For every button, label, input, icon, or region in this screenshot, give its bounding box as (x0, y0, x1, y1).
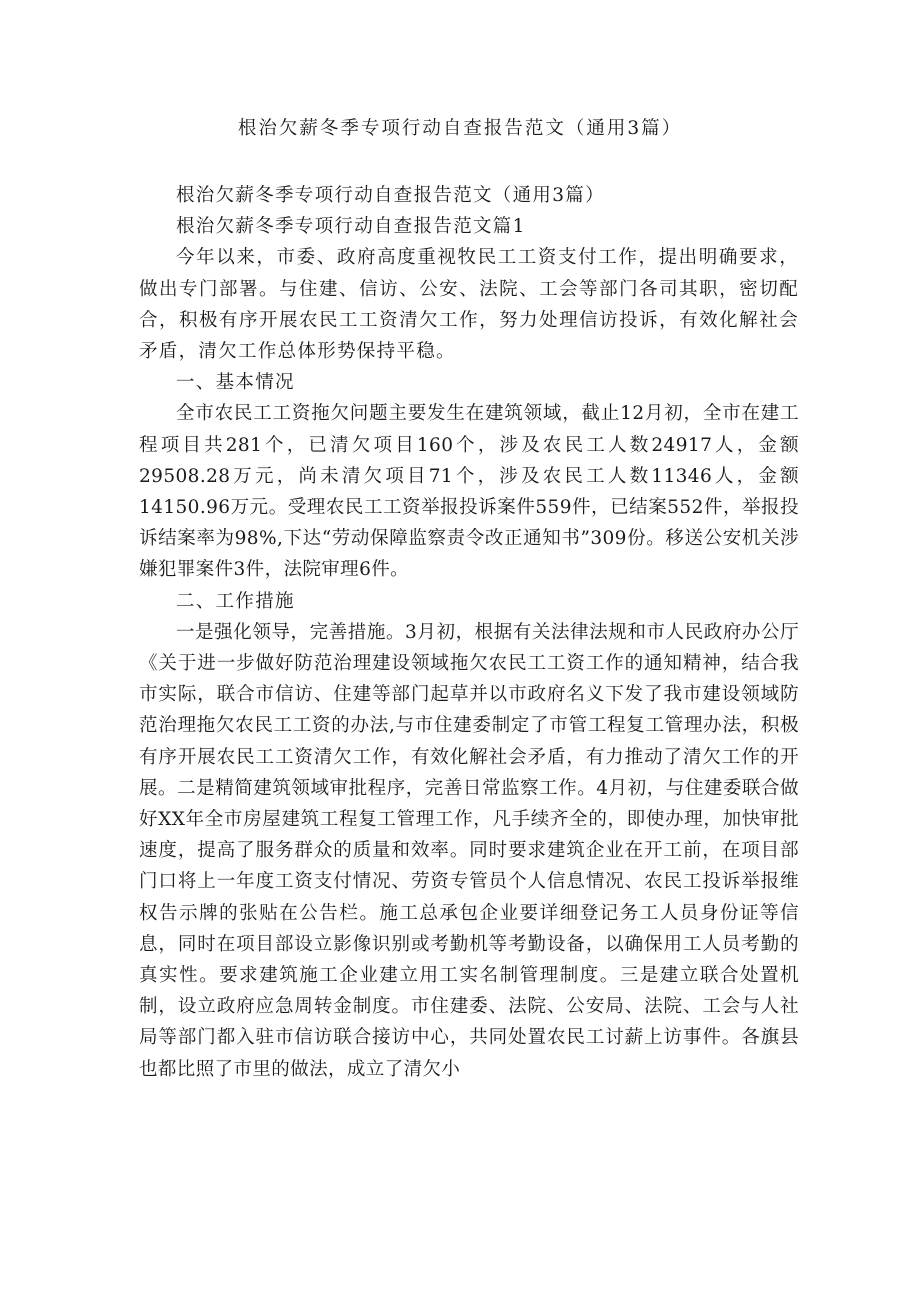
subtitle-paragraph: 根治欠薪冬季专项行动自查报告范文（通用3篇） (176, 185, 605, 206)
section-heading-part-1: 根治欠薪冬季专项行动自查报告范文篇1 (176, 216, 526, 238)
basic-situation-paragraph: 全市农民工工资拖欠问题主要发生在建筑领域，截止12月初，全市在建工程项目共281个，已清欠项目160个，涉及农民工人数24917人，金额29508.28万元，尚未清欠项目71个，涉及农民工人数11346人，金额14150.96万元。受理农民工工资举报投诉案件559件，已结案552件，举报投诉结案率为98%,下达“劳动保障监察责令改正通知书”309份。移送公安机关涉嫌犯罪案件3件，法院审理6件。 (139, 403, 799, 581)
heading-work-measures: 二、工作措施 (176, 590, 295, 612)
intro-paragraph: 今年以来，市委、政府高度重视牧民工工资支付工作，提出明确要求，做出专门部署。与住建、信访、公安、法院、工会等部门各司其职，密切配合，积极有序开展农民工工资清欠工作，努力处理信访投诉，有效化解社会矛盾，清欠工作总体形势保持平稳。 (139, 247, 799, 363)
heading-basic-situation: 一、基本情况 (176, 372, 295, 394)
document-body (139, 180, 799, 1085)
document-title: 根治欠薪冬季专项行动自查报告范文（通用3篇） (237, 118, 683, 139)
work-measures-paragraph: 一是强化领导，完善措施。3月初，根据有关法律法规和市人民政府办公厅《关于进一步做好防范治理建设领域拖欠农民工工资工作的通知精神，结合我市实际，联合市信访、住建等部门起草并以市政府名义下发了我市建设领域防范治理拖欠农民工工资的办法,与市住建委制定了市管工程复工管理办法，积极有序开展农民工工资清欠工作，有效化解社会矛盾，有力推动了清欠工作的开展。二是精简建筑领域审批程序，完善日常监察工作。4月初，与住建委联合做好XX年全市房屋建筑工程复工管理工作，凡手续齐全的，即使办理，加快审批速度，提高了服务群众的质量和效率。同时要求建筑企业在开工前，在项目部门口将上一年度工资支付情况、劳资专管员个人信息情况、农民工投诉举报维权告示牌的张贴在公告栏。施工总承包企业要详细登记务工人员身份证等信息，同时在项目部设立影像识别或考勤机等考勤设备，以确保用工人员考勤的真实性。要求建筑施工企业建立用工实名制管理制度。三是建立联合处置机制，设立政府应急周转金制度。市住建委、法院、公安局、法院、工会与人社局等部门都入驻市信访联合接访中心，共同处置农民工讨薪上访事件。各旗县也都比照了市里的做法，成立了清欠小 (139, 621, 799, 1080)
